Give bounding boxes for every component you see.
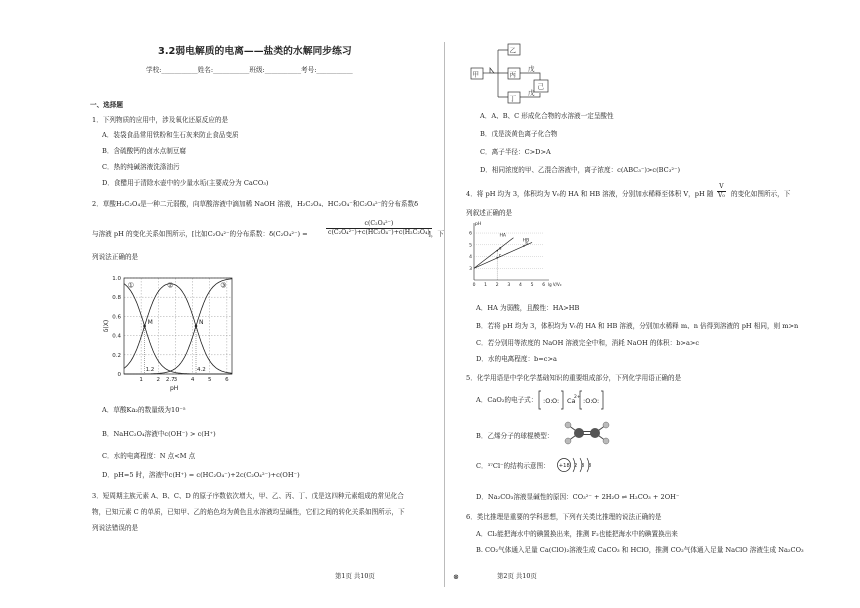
q5-option-d: D．Na₂CO₃溶液显碱性的原因：CO₃²⁻ + 2H₂O ⇌ H₂CO₃ + 2OH⁻ xyxy=(476,493,680,501)
svg-text:2: 2 xyxy=(574,463,578,469)
y-tick-label: 0.2 xyxy=(112,352,121,359)
q3-option-b: B．戊是淡黄色离子化合物 xyxy=(480,130,558,138)
chloride-structure-diagram xyxy=(556,455,596,475)
q3-option-a: A．A、B、C 形成化合物的水溶液一定呈酸性 xyxy=(480,112,614,120)
q4-lg-denominator: V₀ xyxy=(718,191,725,199)
x-tick-label: 6 xyxy=(542,283,546,288)
svg-text:+18: +18 xyxy=(558,463,570,470)
y-tick-label: 0 xyxy=(117,372,121,378)
region-label: ① xyxy=(127,281,134,290)
question-3-line2: 物，已知元素 C 的单质，已知甲、乙的焰色均为黄色且水溶液均呈碱性，它们之间的转化关系如图所示，下 xyxy=(92,508,405,516)
x-tick-label: 4 xyxy=(190,377,195,383)
question-2-stem-line2: 与溶液 pH 的变化关系如图所示，[比如C₂O₄²⁻的分布系数：δ(C₂O₄²⁻) = xyxy=(92,230,308,238)
question-4-line2: 列叙述正确的是 xyxy=(466,209,513,217)
cao2-electron-dot-formula xyxy=(538,388,604,412)
annotation-label: 4.2 xyxy=(197,367,206,373)
x-tick-label: 0 xyxy=(472,283,476,288)
y-axis-label: δ(X) xyxy=(103,319,110,333)
page-divider xyxy=(444,42,445,587)
svg-text:Ca: Ca xyxy=(567,397,576,405)
series-hb-label: HB xyxy=(522,238,530,244)
q4-lg-numerator: V xyxy=(717,183,726,192)
svg-text:8: 8 xyxy=(581,463,585,469)
question-1-stem: 1．下列物质的应用中，涉及氧化还原反应的是 xyxy=(92,116,229,124)
question-3-line3: 列说法错误的是 xyxy=(92,524,139,532)
q3-option-c: C．离子半径：C>D>A xyxy=(480,148,551,156)
plot-frame xyxy=(124,278,232,374)
question-6-stem: 6．类比推理是重要的学科思想，下列有关类比推理的说法正确的是 xyxy=(466,513,662,521)
question-2-stem-line3: 列说法正确的是 xyxy=(92,253,139,261)
series-ha-label: HA xyxy=(499,233,507,239)
svg-text::O:: :O: xyxy=(543,397,553,405)
x-tick-label: 3 xyxy=(173,377,178,383)
x-tick-label: 3 xyxy=(507,283,511,288)
ethylene-ball-stick-model xyxy=(562,419,612,447)
y-tick-label: 6 xyxy=(469,231,472,237)
y-tick-label: 0.4 xyxy=(112,333,121,340)
y-tick-label: 3 xyxy=(469,266,472,272)
distribution-chart xyxy=(102,268,242,398)
footer-right-page-number: 第2页 共10页 xyxy=(497,572,537,580)
q3-option-d: D．相同浓度的甲、乙混合溶液中，离子浓度：c(ABC₃⁻)>c(BC₃²⁻) xyxy=(480,166,681,174)
region-label: ③ xyxy=(220,281,227,290)
footer-left-page-number: 第1页 共10页 xyxy=(335,572,375,580)
question-4-line1: 4．将 pH 均为 3，体积均为 V₀的 HA 和 HB 溶液，分别加水稀释至体积 V，pH 随 xyxy=(466,190,714,198)
q6-option-b: B. CO₂气体通入足量 Ca(ClO)₂溶液生成 CaCO₃ 和 HClO，推测 CO₂气体通入足量 NaClO 溶液生成 Na₂CO₃ xyxy=(476,546,804,554)
label-ding: 丁 xyxy=(509,94,516,103)
q1-option-b: B．含硫酸钙的卤水点制豆腐 xyxy=(102,147,186,155)
label-wu-bottom: 戊 xyxy=(528,89,535,97)
point-label: b xyxy=(525,241,529,247)
x-tick-label: 2 xyxy=(156,377,161,383)
question-5-stem: 5．化学用语是中学化学基础知识的重要组成部分，下列化学用语正确的是 xyxy=(466,374,682,382)
q6-option-a: A．Cl₂能把海水中的碘置换出来，推测 F₂也能把海水中的碘置换出来 xyxy=(476,530,678,538)
x-tick-label: 6 xyxy=(225,377,229,383)
question-3-line1: 3．短周期主族元素 A、B、C、D 的原子序数依次增大，甲、乙、丙、丁、戊是这四种元素组成的常见化合 xyxy=(92,492,404,500)
q2-fraction xyxy=(326,220,432,237)
label-yi: 乙 xyxy=(509,46,516,55)
point-label: N xyxy=(199,319,204,326)
x-tick-label: 5 xyxy=(530,283,534,288)
binding-hole-icon: ⊗ xyxy=(453,573,459,581)
q5-option-a: A．CaO₂的电子式： xyxy=(476,396,538,404)
y-tick-label: 0.8 xyxy=(112,295,121,302)
label-ji: 己 xyxy=(537,82,544,91)
q2-option-a: A．草酸Ka₂的数量级为10⁻⁵ xyxy=(102,406,186,414)
x-tick-label: 2.7 xyxy=(165,377,175,383)
question-2-stem-tail: ]，下 xyxy=(428,230,444,238)
conversion-scheme xyxy=(468,40,580,106)
label-wu-top: 戊 xyxy=(528,65,535,73)
question-2-stem-line1: 2．草酸H₂C₂O₄是一种二元弱酸，向草酸溶液中滴加稀 NaOH 溶液，H₂C₂O₄、HC₂O₄⁻和C₂O₄²⁻的分布系数δ xyxy=(92,200,419,208)
q2-option-d: D．pH=5 时，溶液中c(H⁺) = c(HC₂O₄⁻)+2c(C₂O₄²⁻)+c(OH⁻) xyxy=(102,471,300,479)
y-tick-label: 4 xyxy=(469,255,472,261)
x-axis-label: lg V/V₀ xyxy=(548,282,562,287)
ph-dilution-chart xyxy=(464,220,562,294)
svg-text::O:: :O: xyxy=(583,397,593,405)
x-axis-label: pH xyxy=(170,385,179,392)
point-label: c xyxy=(498,253,502,259)
q1-option-d: D．食醋用于清除水壶中的少量水垢(主要成分为 CaCO₃) xyxy=(102,179,269,187)
series-c2o4-curve xyxy=(124,279,232,374)
x-tick-label: 2 xyxy=(495,283,499,288)
svg-text:O:: O: xyxy=(592,397,600,405)
x-tick-label: 4 xyxy=(519,283,522,288)
q4-option-b: B．若将 pH 均为 3，体积均为 V₀的 HA 和 HB 溶液，分别加水稀释 m、n 倍得到溶液的 pH 相同，则 m>n xyxy=(476,322,799,330)
svg-text:2+: 2+ xyxy=(574,395,581,400)
point-label: a xyxy=(498,246,502,252)
q5-option-c: C．³⁷Cl⁻的结构示意图： xyxy=(476,462,550,470)
svg-text:O:: O: xyxy=(552,397,560,405)
question-4-line1-tail: 的变化如图所示，下 xyxy=(731,190,791,198)
q4-option-d: D．水的电离程度：b=c>a xyxy=(476,355,557,363)
x-tick-label: 5 xyxy=(207,377,212,383)
label-jia: 甲 xyxy=(472,70,479,79)
page-title: 3.2弱电解质的电离——盐类的水解同步练习 xyxy=(158,46,352,57)
q1-option-a: A．装袋食品常用铁粉和生石灰来防止食品变质 xyxy=(102,131,239,139)
y-tick-label: 5 xyxy=(469,243,472,249)
svg-text:8: 8 xyxy=(588,463,592,469)
q4-option-c: C．若分别用等浓度的 NaOH 溶液完全中和，消耗 NaOH 的体积：b>a>c xyxy=(476,339,700,347)
student-info-line: 学校:___________姓名:___________班级:___________考号:___________ xyxy=(146,66,353,74)
q1-option-c: C．热的纯碱溶液洗涤油污 xyxy=(102,163,180,171)
region-label: ② xyxy=(167,281,174,290)
q5-option-b: B．乙烯分子的球棍模型： xyxy=(476,432,554,440)
label-bing: 丙 xyxy=(509,70,516,79)
point-label: M xyxy=(147,319,153,326)
q4-option-a: A．HA 为弱酸，且酸性：HA>HB xyxy=(476,304,580,312)
q2-fraction-denominator: c(C₂O₄²⁻)+c(HC₂O₄⁻)+c(H₂C₂O₄) xyxy=(328,228,430,236)
x-tick-label: 1 xyxy=(484,283,488,288)
q4-lg-fraction xyxy=(717,183,726,199)
x-tick-label: 1 xyxy=(139,377,143,383)
y-axis-label: pH xyxy=(475,222,482,227)
annotation-label: 1.2 xyxy=(145,367,155,373)
q2-option-c: C．水的电离程度：N 点<M 点 xyxy=(102,452,196,460)
section-heading: 一、选择题 xyxy=(90,101,123,109)
q2-fraction-numerator: c(C₂O₄²⁻) xyxy=(326,220,432,229)
y-tick-label: 1.0 xyxy=(112,276,121,282)
y-tick-label: 0.6 xyxy=(112,314,121,321)
q2-option-b: B．NaHC₂O₄溶液中c(OH⁻) > c(H⁺) xyxy=(102,430,216,438)
